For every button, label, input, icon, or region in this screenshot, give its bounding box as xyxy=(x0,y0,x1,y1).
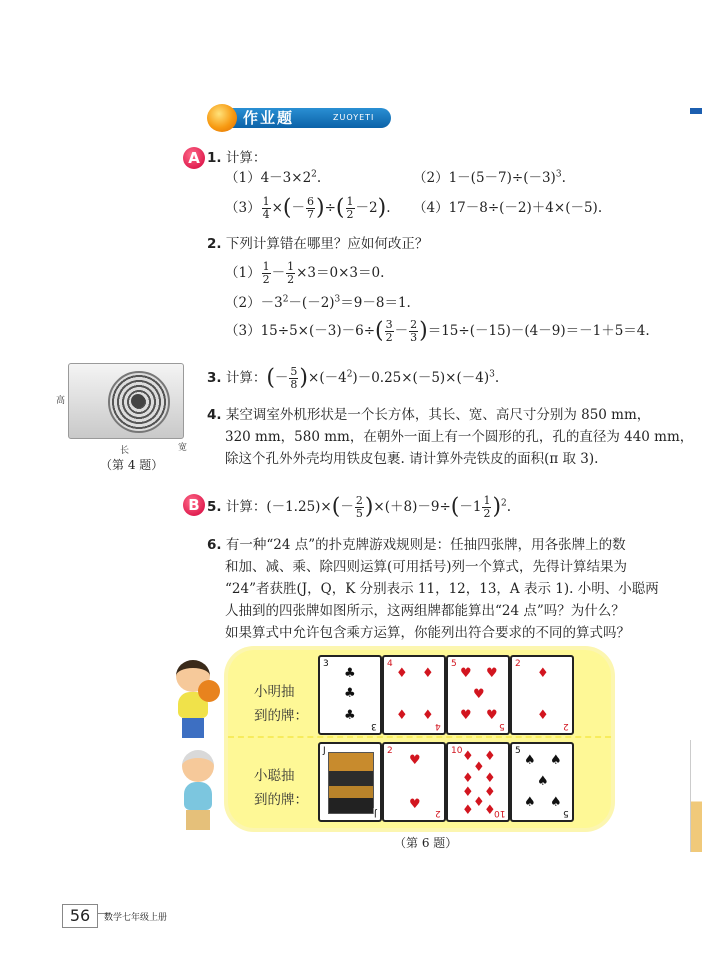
q1-title: 计算： xyxy=(225,150,267,166)
q1-part1: $(1)4-3\times 2^2$. xyxy=(225,169,322,186)
row2-label-1: 小聪抽 xyxy=(254,768,295,784)
fraction: $\frac{2}{3}$ xyxy=(410,318,418,344)
fraction: $\frac{5}{8}$ xyxy=(290,365,298,391)
fraction: $\frac{6}{7}$ xyxy=(307,195,314,221)
fraction: $\frac{3}{2}$ xyxy=(385,318,393,344)
q1-part3: （3） $\frac{1}{4}$ ×(－ $\frac{6}{7}$ )÷( $\frac{1}{2}$ －2). xyxy=(225,195,391,221)
banner-subtitle: ZUOYETI xyxy=(333,113,375,122)
q1-number: 1. xyxy=(207,150,222,166)
q6-line5: 如果算式中允许包含乘方运算，你能列出符合要求的不同的算式吗？ xyxy=(225,625,630,641)
q1-part3-label: （3） xyxy=(225,200,261,216)
card-5-spades: 5 5 ♠ ♠ ♠ ♠ ♠ xyxy=(510,742,574,822)
card-2-hearts: 2 2 ♥ ♥ xyxy=(382,742,446,822)
edge-decoration xyxy=(690,740,702,852)
card-3-clubs: 3 3 ♣ ♣ ♣ xyxy=(318,655,382,735)
page-number: 56 xyxy=(62,904,98,928)
q6-line4: 人抽到的四张牌如图所示，这两组牌都能算出“24 点”吗？为什么？ xyxy=(225,603,625,619)
q1-part1-exp: 2 xyxy=(311,169,317,180)
section-b-badge: B xyxy=(183,494,205,516)
fraction: $\frac{1}{4}$ xyxy=(262,195,270,221)
banner-title: 作业题 xyxy=(243,109,295,127)
card-10-diamonds: 10 10 ♦ ♦ ♦ ♦ ♦ ♦ ♦ ♦ ♦ ♦ xyxy=(446,742,510,822)
q2-number: 2. xyxy=(207,236,222,252)
fraction: $\frac{1}{2}$ xyxy=(287,260,295,286)
xiaocong-illustration xyxy=(176,750,222,832)
q4-line2: 320 mm，580 mm，在朝外一面上有一个圆形的孔，孔的直径为 440 mm， xyxy=(225,429,694,445)
card-jack-clubs: J J xyxy=(318,742,382,822)
orange-ball-icon xyxy=(207,104,237,132)
q6-line2: 和加、减、乘、除四则运算(可用括号)列一个算式，先得计算结果为 xyxy=(225,559,628,575)
edge-tab-blue xyxy=(690,108,702,114)
q4-line1: 4. 某空调室外机形状是一个长方体，其长、宽、高尺寸分别为 850 mm， xyxy=(207,407,651,423)
homework-banner xyxy=(205,103,391,131)
card-5-hearts: 5 5 ♥ ♥ ♥ ♥ ♥ xyxy=(446,655,510,735)
label-length: 长 xyxy=(120,446,130,456)
row2-label-2: 到的牌： xyxy=(254,792,308,808)
card-2-diamonds: 2 2 ♦ ♦ xyxy=(510,655,574,735)
q4-line3: 除这个孔外外壳均用铁皮包裹. 请计算外壳铁皮的面积(π 取 3). xyxy=(225,451,599,467)
q3: 3. 计算：(－ $\frac{5}{8}$ )$\times(-4^2)-0.25\times(-5)\times(-4)^3$. xyxy=(207,365,500,391)
label-height: 高 xyxy=(56,396,66,406)
q5: 5. 计算：(－1.25)×(－ $\frac{2}{5}$ )×(＋8)－9÷(－1 $\frac{1}{2}$ )$^2$. xyxy=(207,494,512,520)
fraction: $\frac{1}{2}$ xyxy=(346,195,354,221)
figure6-caption: （第 6 题） xyxy=(394,836,458,850)
q1-part1-text: （1）4－3×2 xyxy=(225,170,312,186)
xiaoming-illustration xyxy=(168,660,220,740)
q3-number: 3. xyxy=(207,370,222,386)
q6-line1: 6. 有一种“24 点”的扑克牌游戏规则是：任抽四张牌，用各张牌上的数 xyxy=(207,537,626,553)
q5-number: 5. xyxy=(207,499,222,515)
q1-part2-text: （2）1－(5－7)÷(－3) xyxy=(413,170,556,186)
figure4-caption: （第 4 题） xyxy=(100,458,164,472)
fraction: $\frac{1}{2}$ xyxy=(262,260,270,286)
q2-title: 下列计算错在哪里？应如何改正？ xyxy=(225,236,429,252)
q2-line1: （1） $\frac{1}{2}$ － $\frac{1}{2}$ ×3＝0×3＝0. xyxy=(225,260,385,286)
jack-face-icon xyxy=(328,752,374,814)
q4-number: 4. xyxy=(207,407,222,423)
q1-part4: （4）17－8÷(－2)＋4×(－5). xyxy=(413,200,603,216)
book-title: 数学七年级上册 xyxy=(104,913,168,923)
card-4-diamonds: 4 4 ♦ ♦ ♦ ♦ xyxy=(382,655,446,735)
label-width: 宽 xyxy=(178,443,188,453)
q1-part2-exp: 3 xyxy=(555,169,562,180)
q2-line3: （3）15÷5×(－3)－6÷( $\frac{3}{2}$ － $\frac{2}{3}$ )＝15÷(－15)－(4－9)＝－1＋5＝4. xyxy=(225,318,650,344)
row1-label-1: 小明抽 xyxy=(254,684,295,700)
q1-heading xyxy=(207,148,266,168)
q1-part2: $(2)1-(5-7)\div(-3)^3$. xyxy=(413,169,566,186)
section-a-badge: A xyxy=(183,147,205,169)
fraction: $\frac{2}{5}$ xyxy=(355,494,363,520)
air-conditioner-figure xyxy=(68,363,184,443)
q6-line3: “24”者获胜(J，Q，K 分别表示 11，12，13，A 表示 1). 小明、小聪两 xyxy=(225,581,659,597)
q6-number: 6. xyxy=(207,537,222,553)
q2-line2: $(2)-3^2-(-2)^3=9-8=1$. xyxy=(225,294,411,311)
fraction: $\frac{1}{2}$ xyxy=(483,494,491,520)
row1-label-2: 到的牌： xyxy=(254,708,308,724)
q2-heading xyxy=(207,234,428,254)
